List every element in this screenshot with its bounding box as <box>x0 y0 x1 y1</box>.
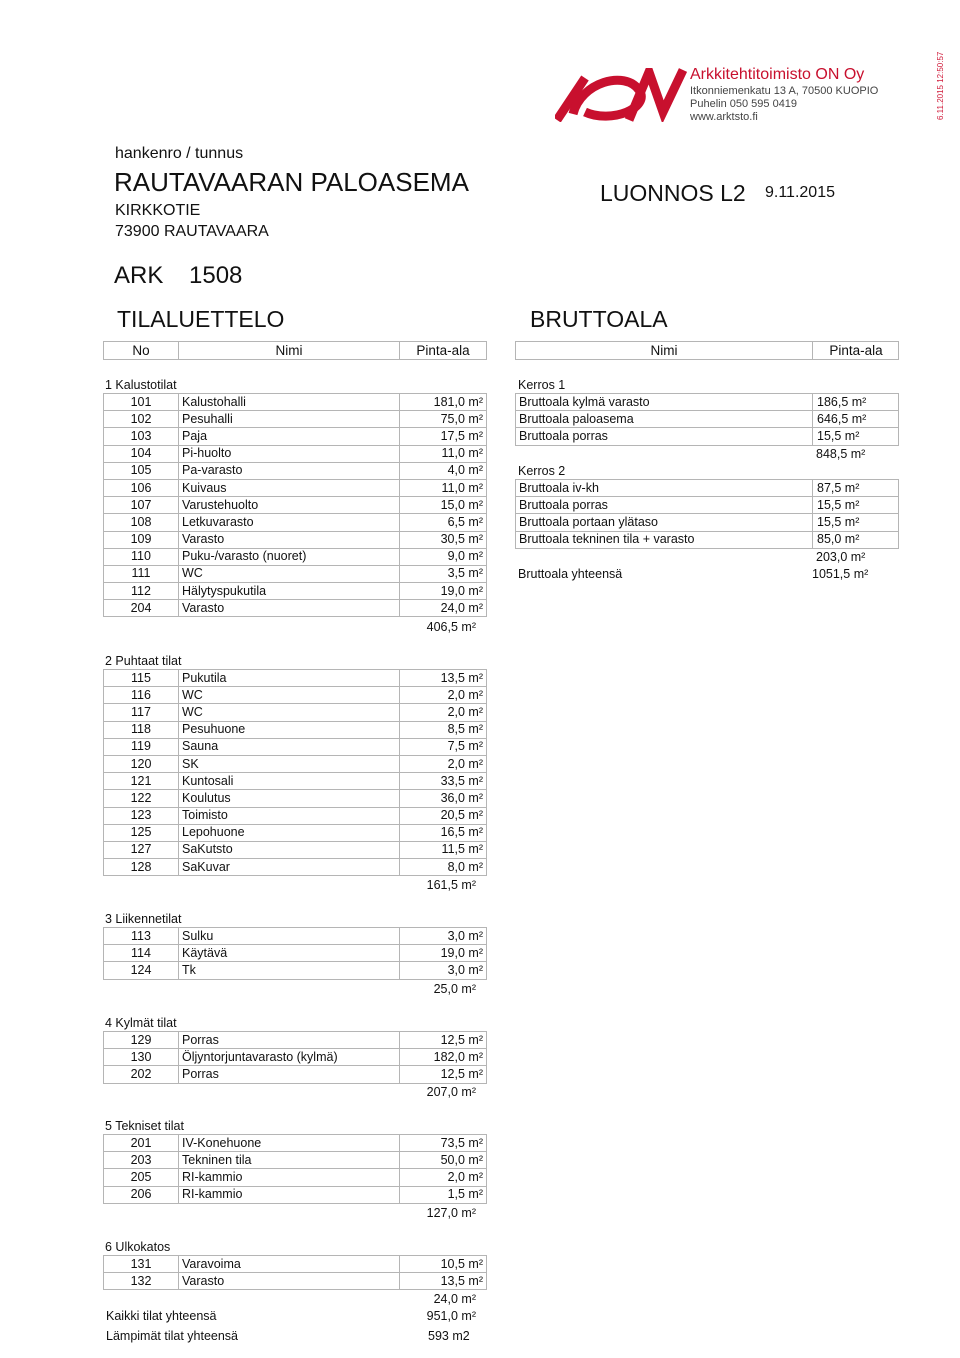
room-name: Porras <box>179 1032 400 1049</box>
room-area: 9,0 m² <box>400 548 487 565</box>
room-number: 125 <box>104 824 179 841</box>
room-row <box>104 1273 487 1290</box>
room-area: 2,0 m² <box>400 755 487 772</box>
room-row <box>104 687 487 704</box>
room-area: 11,5 m² <box>400 841 487 858</box>
room-row <box>104 670 487 687</box>
bruttoala-row <box>516 394 899 411</box>
room-table <box>103 393 487 617</box>
room-table <box>103 1031 487 1084</box>
room-name: Paja <box>179 428 400 445</box>
room-area: 2,0 m² <box>400 704 487 721</box>
bruttoala-name: Bruttoala tekninen tila + varasto <box>516 531 813 548</box>
room-number: 132 <box>104 1273 179 1290</box>
room-name: Porras <box>179 1066 400 1083</box>
room-area: 17,5 m² <box>400 428 487 445</box>
print-timestamp: 6.11.2015 12:50:57 <box>936 51 945 120</box>
room-number: 202 <box>104 1066 179 1083</box>
room-number: 108 <box>104 514 179 531</box>
bruttoala-table <box>515 479 899 549</box>
room-row <box>104 1066 487 1083</box>
room-number: 105 <box>104 462 179 479</box>
room-area: 3,0 m² <box>400 928 487 945</box>
room-number: 119 <box>104 738 179 755</box>
company-name: Arkkitehtitoimisto ON Oy <box>690 66 865 83</box>
room-area: 19,0 m² <box>400 583 487 600</box>
company-address: Itkonniemenkatu 13 A, 70500 KUOPIO <box>690 85 879 97</box>
room-row <box>104 790 487 807</box>
room-area: 11,0 m² <box>400 445 487 462</box>
room-row <box>104 824 487 841</box>
room-area: 36,0 m² <box>400 790 487 807</box>
room-area: 4,0 m² <box>400 462 487 479</box>
tilaluettelo-heading: TILALUETTELO <box>117 306 285 332</box>
room-row <box>104 1169 487 1186</box>
bruttoala-name: Bruttoala porras <box>516 497 813 514</box>
project-street: KIRKKOTIE <box>115 202 201 219</box>
room-area: 1,5 m² <box>400 1186 487 1203</box>
room-area: 50,0 m² <box>400 1152 487 1169</box>
header-area: Pinta-ala <box>400 342 487 360</box>
room-row <box>104 462 487 479</box>
bruttoala-name: Bruttoala porras <box>516 428 813 445</box>
room-name: RI-kammio <box>179 1186 400 1203</box>
bruttoala-row <box>516 514 899 531</box>
room-area: 73,5 m² <box>400 1135 487 1152</box>
header-area: Pinta-ala <box>813 342 899 360</box>
room-name: Varavoima <box>179 1256 400 1273</box>
bruttoala-row <box>516 497 899 514</box>
bruttoala-area: 85,0 m² <box>813 531 899 548</box>
room-number: 124 <box>104 962 179 979</box>
room-name: Pesuhalli <box>179 411 400 428</box>
room-number: 120 <box>104 755 179 772</box>
room-name: Pa-varasto <box>179 462 400 479</box>
room-number: 128 <box>104 859 179 876</box>
room-row <box>104 721 487 738</box>
room-number: 204 <box>104 600 179 617</box>
room-number: 130 <box>104 1049 179 1066</box>
room-area: 20,5 m² <box>400 807 487 824</box>
company-logo <box>555 68 690 122</box>
room-row <box>104 1135 487 1152</box>
room-name: WC <box>179 704 400 721</box>
project-number: 1508 <box>189 262 243 289</box>
room-area: 75,0 m² <box>400 411 487 428</box>
bruttoala-row <box>516 428 899 445</box>
room-row <box>104 807 487 824</box>
room-number: 121 <box>104 773 179 790</box>
room-number: 107 <box>104 497 179 514</box>
room-name: SaKuvar <box>179 859 400 876</box>
room-area: 24,0 m² <box>400 600 487 617</box>
room-name: RI-kammio <box>179 1169 400 1186</box>
bruttoala-total-value: 1051,5 m² <box>812 567 869 581</box>
room-row <box>104 859 487 876</box>
room-table <box>103 927 487 980</box>
room-number: 103 <box>104 428 179 445</box>
room-number: 112 <box>104 583 179 600</box>
room-area: 6,5 m² <box>400 514 487 531</box>
room-name: Letkuvarasto <box>179 514 400 531</box>
room-number: 101 <box>104 394 179 411</box>
room-table <box>103 1255 487 1290</box>
bruttoala-row <box>516 411 899 428</box>
room-name: Sulku <box>179 928 400 945</box>
room-number: 117 <box>104 704 179 721</box>
room-table <box>103 669 487 876</box>
room-row <box>104 928 487 945</box>
room-area: 8,5 m² <box>400 721 487 738</box>
room-number: 110 <box>104 548 179 565</box>
room-row <box>104 479 487 496</box>
room-row <box>104 565 487 582</box>
room-area: 12,5 m² <box>400 1032 487 1049</box>
group-total: 161,5 m² <box>426 878 476 892</box>
room-name: Kalustohalli <box>179 394 400 411</box>
bruttoala-area: 15,5 m² <box>813 514 899 531</box>
room-name: Varustehuolto <box>179 497 400 514</box>
group-total: 24,0 m² <box>433 1292 476 1306</box>
room-row <box>104 1032 487 1049</box>
group-total: 207,0 m² <box>426 1085 476 1099</box>
room-name: Koulutus <box>179 790 400 807</box>
room-row <box>104 531 487 548</box>
floor1-title: Kerros 1 <box>518 378 566 392</box>
room-row <box>104 514 487 531</box>
room-area: 2,0 m² <box>400 687 487 704</box>
tilaluettelo-header <box>103 341 487 360</box>
group-total: 25,0 m² <box>433 982 476 996</box>
room-row <box>104 738 487 755</box>
bruttoala-area: 186,5 m² <box>813 394 899 411</box>
room-area: 8,0 m² <box>400 859 487 876</box>
room-area: 16,5 m² <box>400 824 487 841</box>
room-name: IV-Konehuone <box>179 1135 400 1152</box>
floor2-total: 203,0 m² <box>816 550 866 564</box>
room-area: 30,5 m² <box>400 531 487 548</box>
bruttoala-row <box>516 480 899 497</box>
room-name: Toimisto <box>179 807 400 824</box>
room-row <box>104 841 487 858</box>
project-title: RAUTAVAARAN PALOASEMA <box>114 167 469 197</box>
room-row <box>104 773 487 790</box>
room-area: 15,0 m² <box>400 497 487 514</box>
group-total: 127,0 m² <box>426 1206 476 1220</box>
room-row <box>104 704 487 721</box>
room-name: Tekninen tila <box>179 1152 400 1169</box>
room-area: 13,5 m² <box>400 1273 487 1290</box>
room-number: 201 <box>104 1135 179 1152</box>
bruttoala-total-label: Bruttoala yhteensä <box>518 567 623 581</box>
room-name: Varasto <box>179 1273 400 1290</box>
room-name: Pukutila <box>179 670 400 687</box>
room-number: 206 <box>104 1186 179 1203</box>
header-no: No <box>104 342 179 360</box>
room-name: Käytävä <box>179 945 400 962</box>
room-number: 114 <box>104 945 179 962</box>
room-area: 33,5 m² <box>400 773 487 790</box>
bruttoala-table <box>515 393 899 446</box>
room-number: 203 <box>104 1152 179 1169</box>
bruttoala-area: 646,5 m² <box>813 411 899 428</box>
room-name: Hälytyspukutila <box>179 583 400 600</box>
room-name: Puku-/varasto (nuoret) <box>179 548 400 565</box>
room-area: 182,0 m² <box>400 1049 487 1066</box>
room-name: Pi-huolto <box>179 445 400 462</box>
group-title: 5 Tekniset tilat <box>105 1119 184 1133</box>
room-name: Tk <box>179 962 400 979</box>
room-row <box>104 1049 487 1066</box>
group-title: 2 Puhtaat tilat <box>105 654 182 668</box>
room-name: SaKutsto <box>179 841 400 858</box>
room-area: 12,5 m² <box>400 1066 487 1083</box>
room-area: 10,5 m² <box>400 1256 487 1273</box>
bruttoala-name: Bruttoala paloasema <box>516 411 813 428</box>
room-row <box>104 445 487 462</box>
bruttoala-name: Bruttoala iv-kh <box>516 480 813 497</box>
header-name: Nimi <box>516 342 813 360</box>
ark-label: ARK <box>114 262 164 289</box>
room-area: 181,0 m² <box>400 394 487 411</box>
room-number: 122 <box>104 790 179 807</box>
room-row <box>104 962 487 979</box>
bruttoala-name: Bruttoala kylmä varasto <box>516 394 813 411</box>
room-area: 11,0 m² <box>400 479 487 496</box>
room-number: 131 <box>104 1256 179 1273</box>
room-name: SK <box>179 755 400 772</box>
room-name: Pesuhuone <box>179 721 400 738</box>
bruttoala-header <box>515 341 899 360</box>
project-city: 73900 RAUTAVAARA <box>115 223 269 240</box>
room-area: 7,5 m² <box>400 738 487 755</box>
room-row <box>104 600 487 617</box>
draft-label: LUONNOS L2 <box>600 180 746 206</box>
bruttoala-name: Bruttoala portaan ylätaso <box>516 514 813 531</box>
room-row <box>104 1256 487 1273</box>
room-name: Varasto <box>179 600 400 617</box>
group-title: 1 Kalustotilat <box>105 378 177 392</box>
room-number: 109 <box>104 531 179 548</box>
room-number: 205 <box>104 1169 179 1186</box>
room-number: 127 <box>104 841 179 858</box>
room-row <box>104 548 487 565</box>
room-row <box>104 1186 487 1203</box>
group-title: 6 Ulkokatos <box>105 1240 171 1254</box>
company-web: www.arktsto.fi <box>690 111 758 123</box>
summary-all-label: Kaikki tilat yhteensä <box>106 1309 217 1323</box>
bruttoala-row <box>516 531 899 548</box>
summary-all-value: 951,0 m² <box>426 1309 476 1323</box>
summary-warm-label: Lämpimät tilat yhteensä <box>106 1329 239 1343</box>
room-row <box>104 394 487 411</box>
room-row <box>104 755 487 772</box>
room-number: 111 <box>104 565 179 582</box>
bruttoala-area: 87,5 m² <box>813 480 899 497</box>
room-name: Öljyntorjuntavarasto (kylmä) <box>179 1049 400 1066</box>
bruttoala-area: 15,5 m² <box>813 497 899 514</box>
room-area: 2,0 m² <box>400 1169 487 1186</box>
room-number: 104 <box>104 445 179 462</box>
room-number: 123 <box>104 807 179 824</box>
document-date: 9.11.2015 <box>765 184 835 201</box>
room-name: Varasto <box>179 531 400 548</box>
room-number: 106 <box>104 479 179 496</box>
room-name: WC <box>179 687 400 704</box>
room-number: 115 <box>104 670 179 687</box>
room-row <box>104 497 487 514</box>
room-row <box>104 945 487 962</box>
company-phone: Puhelin 050 595 0419 <box>690 98 798 110</box>
bruttoala-area: 15,5 m² <box>813 428 899 445</box>
room-name: Sauna <box>179 738 400 755</box>
group-title: 3 Liikennetilat <box>105 912 182 926</box>
room-number: 116 <box>104 687 179 704</box>
room-row <box>104 428 487 445</box>
room-row <box>104 1152 487 1169</box>
bruttoala-heading: BRUTTOALA <box>530 306 668 332</box>
group-total: 406,5 m² <box>426 620 476 634</box>
room-number: 102 <box>104 411 179 428</box>
room-name: Lepohuone <box>179 824 400 841</box>
room-row <box>104 411 487 428</box>
room-area: 3,5 m² <box>400 565 487 582</box>
room-name: Kuivaus <box>179 479 400 496</box>
group-title: 4 Kylmät tilat <box>105 1016 177 1030</box>
floor1-total: 848,5 m² <box>816 447 866 461</box>
room-name: WC <box>179 565 400 582</box>
room-table <box>103 1134 487 1204</box>
room-name: Kuntosali <box>179 773 400 790</box>
room-area: 13,5 m² <box>400 670 487 687</box>
project-label: hankenro / tunnus <box>115 145 244 162</box>
room-number: 129 <box>104 1032 179 1049</box>
header-name: Nimi <box>179 342 400 360</box>
room-number: 113 <box>104 928 179 945</box>
room-area: 19,0 m² <box>400 945 487 962</box>
room-row <box>104 583 487 600</box>
floor2-title: Kerros 2 <box>518 464 566 478</box>
room-area: 3,0 m² <box>400 962 487 979</box>
room-number: 118 <box>104 721 179 738</box>
summary-warm-value: 593 m2 <box>428 1329 470 1343</box>
